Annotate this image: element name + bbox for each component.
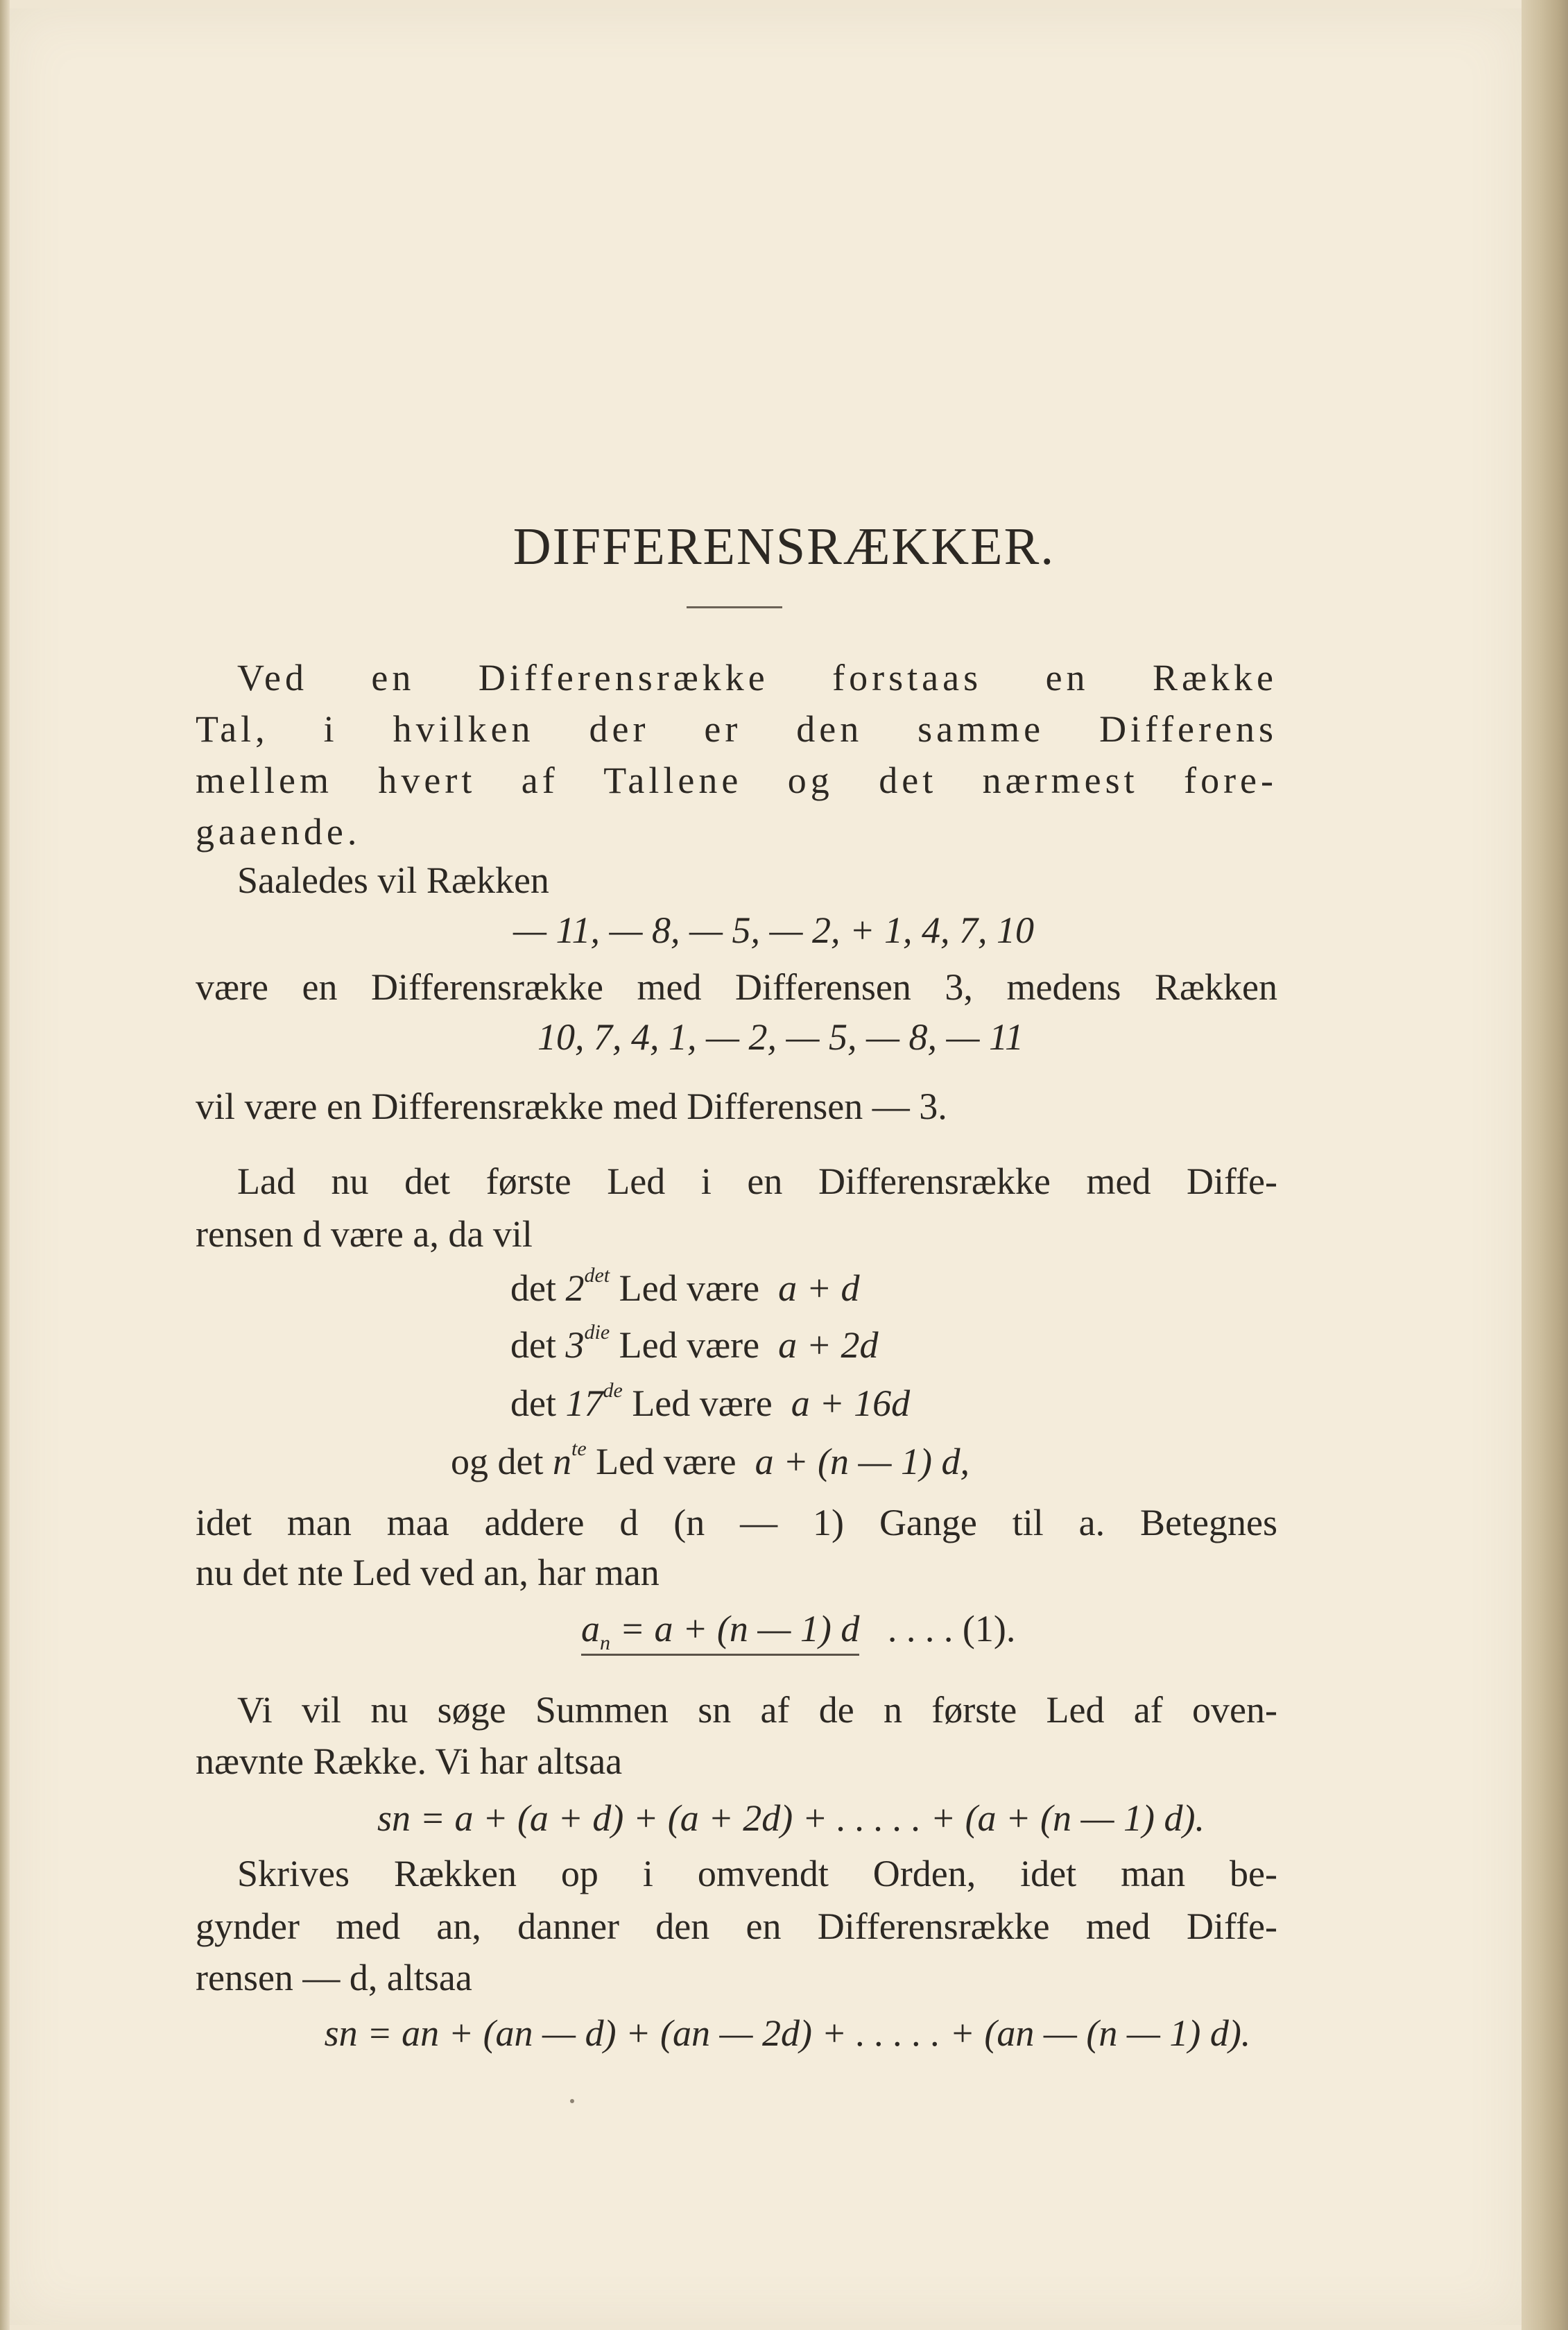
para4-line-2: nævnte Række. Vi har altsaa bbox=[196, 1740, 623, 1782]
intro-line-4: gaaende. bbox=[196, 811, 361, 853]
para5-line-1: Skrives Rækken op i omvendt Orden, idet man be- bbox=[237, 1853, 1277, 1894]
page-edge bbox=[1522, 0, 1568, 2330]
intro-line-3: mellem hvert af Tallene og det nærmest fore- bbox=[196, 760, 1277, 801]
para3-line-2: nu det nte Led ved an, har man bbox=[196, 1552, 660, 1593]
para2-line-1: Lad nu det første Led i en Differensrække med Diffe- bbox=[237, 1160, 1277, 1202]
page-gutter bbox=[0, 0, 10, 2330]
paper-speck bbox=[570, 2099, 574, 2103]
intro-line-1: Ved en Differensrække forstaas en Række bbox=[237, 657, 1277, 699]
series-1: — 11, — 8, — 5, — 2, + 1, 4, 7, 10 bbox=[513, 909, 1034, 951]
page-title: DIFFERENSRÆKKER. bbox=[512, 517, 1056, 576]
sum-equation-2: sn = an + (an — d) + (an — 2d) + . . . . . + (an — (n — 1) d). bbox=[324, 2012, 1251, 2054]
sum-equation-1: sn = a + (a + d) + (a + 2d) + . . . . . + (a + (n — 1) d). bbox=[377, 1797, 1205, 1839]
intro-line-2: Tal, i hvilken der er den samme Differens bbox=[196, 708, 1277, 750]
series-2-description: vil være en Differensrække med Differensen — 3. bbox=[196, 1086, 947, 1127]
para2-line-2: rensen d være a, da vil bbox=[196, 1213, 533, 1255]
series-1-description: være en Differensrække med Differensen 3, medens Rækken bbox=[196, 966, 1277, 1008]
para5-line-2: gynder med an, danner den en Differensrække med Diffe- bbox=[196, 1905, 1277, 1947]
term-3: $\det 3^{die}$ Led være a + 2d bbox=[510, 1321, 879, 1366]
term-n: og $\det n^{te}$ Led være a + (n — 1) d, bbox=[451, 1437, 970, 1482]
example-intro: Saaledes vil Rækken bbox=[237, 859, 549, 901]
term-2: $\det 2^{det}$ Led være a + d bbox=[510, 1264, 860, 1309]
term-17: det 17de Led være a + 16d bbox=[510, 1379, 911, 1424]
equation-1: $a_n = a + (n$ — 1) d . . . . (1). bbox=[581, 1607, 1015, 1655]
para5-line-3: rensen — d, altsaa bbox=[196, 1957, 472, 1998]
title-rule bbox=[687, 606, 782, 608]
para4-line-1: Vi vil nu søge Summen sn af de n første Led af oven- bbox=[237, 1689, 1277, 1731]
para3-line-1: idet man maa addere d (n — 1) Gange til a. Betegnes bbox=[196, 1502, 1277, 1543]
series-2: 10, 7, 4, 1, — 2, — 5, — 8, — 11 bbox=[537, 1016, 1024, 1058]
